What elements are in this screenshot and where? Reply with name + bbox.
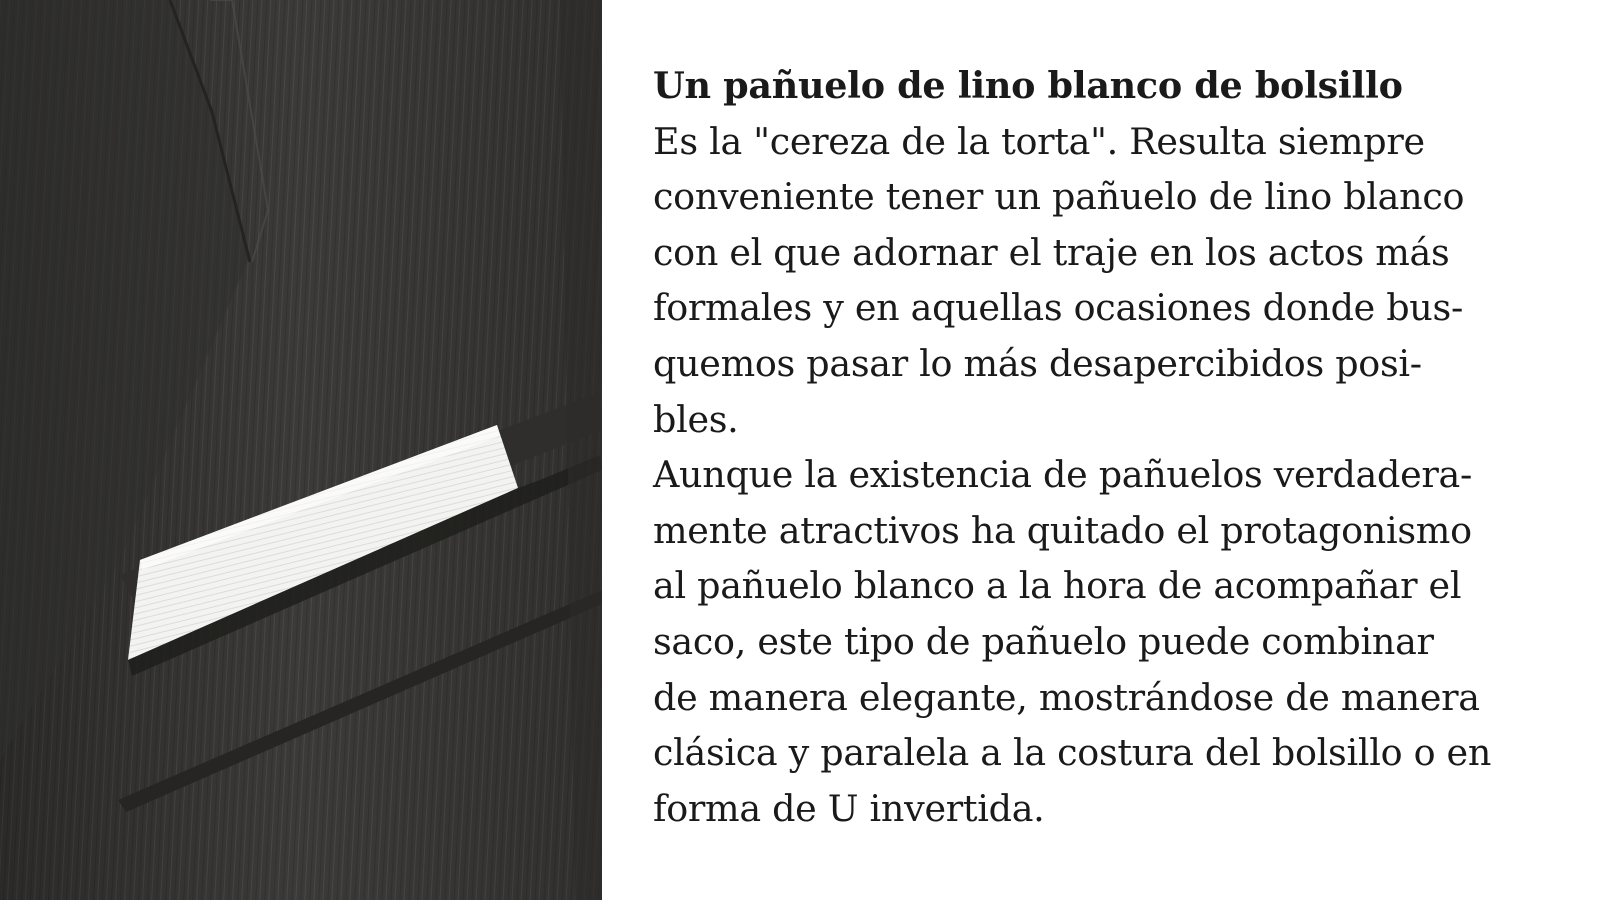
paragraph-line: formales y en aquellas ocasiones donde bus- bbox=[653, 286, 1463, 330]
paragraph-line: mente atractivos ha quitado el protagonismo bbox=[653, 508, 1472, 552]
article-text bbox=[653, 58, 1583, 836]
article-paragraph-2 bbox=[653, 447, 1583, 836]
suit-pocket-square-icon bbox=[0, 0, 602, 900]
suit-photo bbox=[0, 0, 602, 900]
article-paragraph-1 bbox=[653, 114, 1583, 448]
paragraph-line: Aunque la existencia de pañuelos verdadera- bbox=[653, 453, 1473, 497]
paragraph-line: de manera elegante, mostrándose de manera bbox=[653, 675, 1480, 719]
article-title: Un pañuelo de lino blanco de bolsillo bbox=[653, 64, 1403, 107]
paragraph-line: Es la "cereza de la torta". Resulta siempre bbox=[653, 119, 1425, 163]
paragraph-line: forma de U invertida. bbox=[653, 786, 1045, 830]
paragraph-line: saco, este tipo de pañuelo puede combinar bbox=[653, 619, 1434, 663]
paragraph-line: bles. bbox=[653, 397, 739, 441]
paragraph-line: con el que adornar el traje en los actos más bbox=[653, 230, 1450, 274]
paragraph-line: clásica y paralela a la costura del bolsillo o en bbox=[653, 731, 1492, 775]
paragraph-line: al pañuelo blanco a la hora de acompañar el bbox=[653, 564, 1462, 608]
paragraph-line: quemos pasar lo más desapercibidos posi- bbox=[653, 341, 1422, 385]
paragraph-line: conveniente tener un pañuelo de lino blanco bbox=[653, 175, 1465, 219]
